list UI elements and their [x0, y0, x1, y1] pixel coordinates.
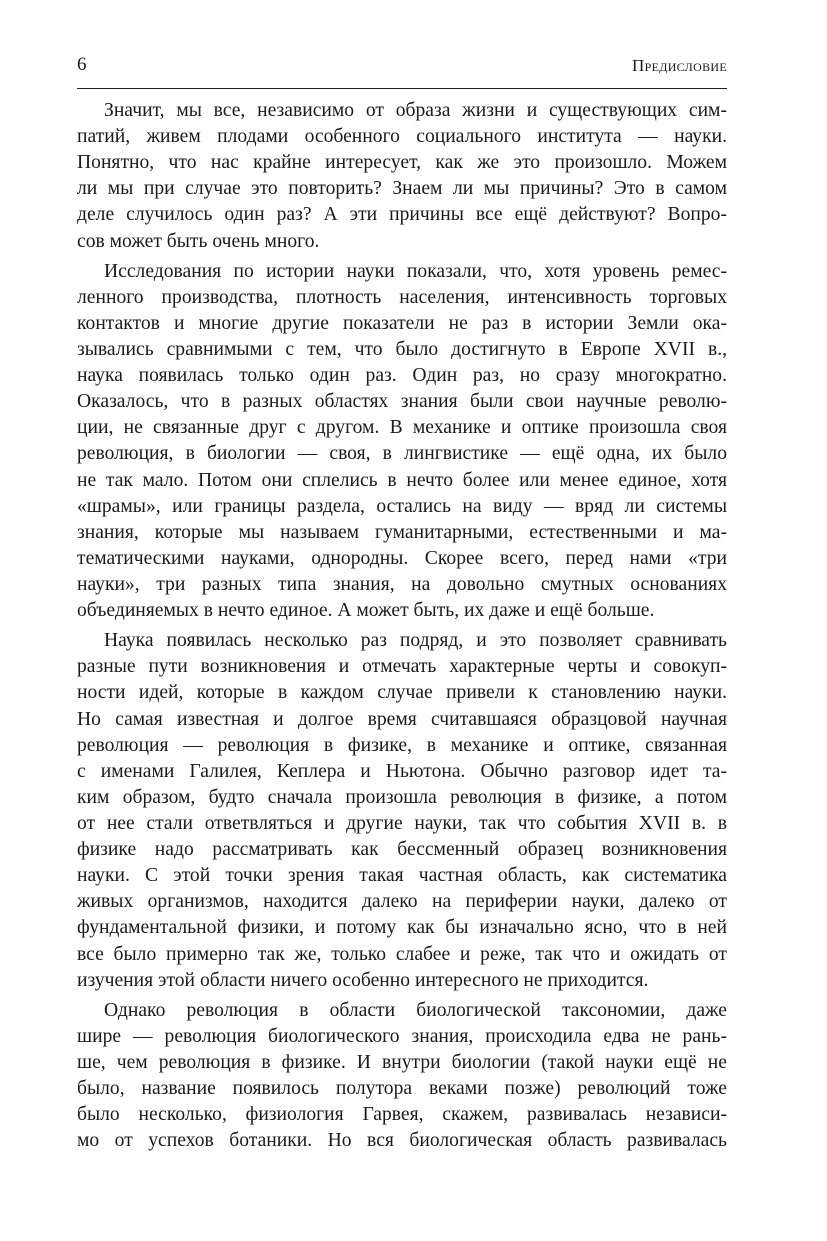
text-line: науки», три разных типа знания, на довольно смутных основаниях — [77, 573, 727, 595]
paragraph-2 — [77, 259, 727, 625]
text-line: наука появилась только один раз. Один раз, но сразу многократно. — [77, 365, 727, 387]
page-number: 6 — [77, 54, 87, 75]
text-line: ности идей, которые в каждом случае привели к становлению науки. — [77, 682, 727, 704]
text-line: физике надо рассматривать как бессменный образец возникновения — [77, 839, 727, 861]
text-line: сов может быть очень много. — [77, 230, 320, 252]
text-line: «шрамы», или границы раздела, остались на виду — вряд ли системы — [77, 495, 727, 517]
body-text — [77, 98, 727, 1154]
text-line: науки. С этой точки зрения такая частная область, как систематика — [77, 865, 727, 887]
paragraph-3 — [77, 628, 727, 994]
text-line: ленного производства, плотность населения, интенсивность торговых — [77, 286, 727, 308]
text-line: зывались сравнимыми с тем, что было достигнуто в Европе XVII в., — [77, 338, 727, 360]
text-line: Понятно, что нас крайне интересует, как же это произошло. Можем — [77, 152, 727, 174]
text-line: Однако революция в области биологической таксономии, даже — [104, 999, 727, 1021]
text-line: патий, живем плодами особенного социального института — науки. — [77, 126, 727, 148]
text-line: разные пути возникновения и отмечать характерные черты и совокуп- — [77, 656, 727, 678]
text-line: революция, в биологии — своя, в лингвистике — ещё одна, их было — [77, 443, 727, 465]
text-line: Исследования по истории науки показали, что, хотя уровень ремес- — [104, 260, 727, 282]
text-line: все было примерно так же, только слабее и реже, так что и ожидать от — [77, 943, 727, 965]
running-title: Предисловие — [632, 56, 727, 75]
text-line: не так мало. Потом они сплелись в нечто более или менее единое, хотя — [77, 469, 727, 491]
text-line: было, название появилось полутора веками позже) революций тоже — [77, 1078, 727, 1100]
text-line: деле случилось один раз? А эти причины все ещё действуют? Вопро- — [77, 204, 727, 226]
text-line: Значит, мы все, независимо от образа жизни и существующих сим- — [104, 100, 727, 121]
text-line: Но самая известная и долгое время считавшаяся образцовой научная — [77, 708, 727, 730]
text-line: революция — революция в физике, в механике и оптике, связанная — [77, 734, 727, 756]
text-line: от нее стали ответвляться и другие науки, так что события XVII в. в — [77, 812, 727, 834]
text-line: тематическими науками, однородны. Скорее всего, перед нами «три — [77, 547, 727, 569]
text-line: с именами Галилея, Кеплера и Ньютона. Обычно разговор идет та- — [77, 760, 727, 782]
text-line: Оказалось, что в разных областях знания были свои научные револю- — [77, 391, 727, 413]
text-line: живых организмов, находится далеко на периферии науки, далеко от — [77, 891, 727, 913]
text-line: объединяемых в нечто единое. А может быть, их даже и ещё больше. — [77, 600, 655, 622]
text-line: фундаментальной физики, и потому как бы изначально ясно, что в ней — [77, 917, 727, 939]
text-line: ли мы при случае это повторить? Знаем ли мы причины? Это в самом — [77, 178, 727, 200]
text-line: ше, чем революция в физике. И внутри биологии (такой науки ещё не — [77, 1051, 727, 1073]
text-line: шире — революция биологического знания, происходила едва не рань- — [77, 1025, 727, 1047]
text-line: знания, которые мы называем гуманитарными, естественными и ма- — [77, 521, 727, 543]
paragraph-1 — [77, 98, 727, 255]
text-line: контактов и многие другие показатели не раз в истории Земли ока- — [77, 312, 727, 334]
text-line: Наука появилась несколько раз подряд, и это позволяет сравнивать — [104, 630, 727, 652]
paragraph-4 — [77, 998, 727, 1155]
text-line: ким образом, будто сначала произошла революция в физике, а потом — [77, 786, 727, 808]
text-line: ции, не связанные друг с другом. В механике и оптике произошла своя — [77, 417, 727, 439]
running-header — [77, 52, 727, 89]
text-line: было несколько, физиология Гарвея, скажем, развивалась независи- — [77, 1104, 727, 1126]
text-line: изучения этой области ничего особенно интересного не приходится. — [77, 969, 649, 991]
text-line: мо от успехов ботаники. Но вся биологическая область развивалась — [77, 1130, 727, 1152]
